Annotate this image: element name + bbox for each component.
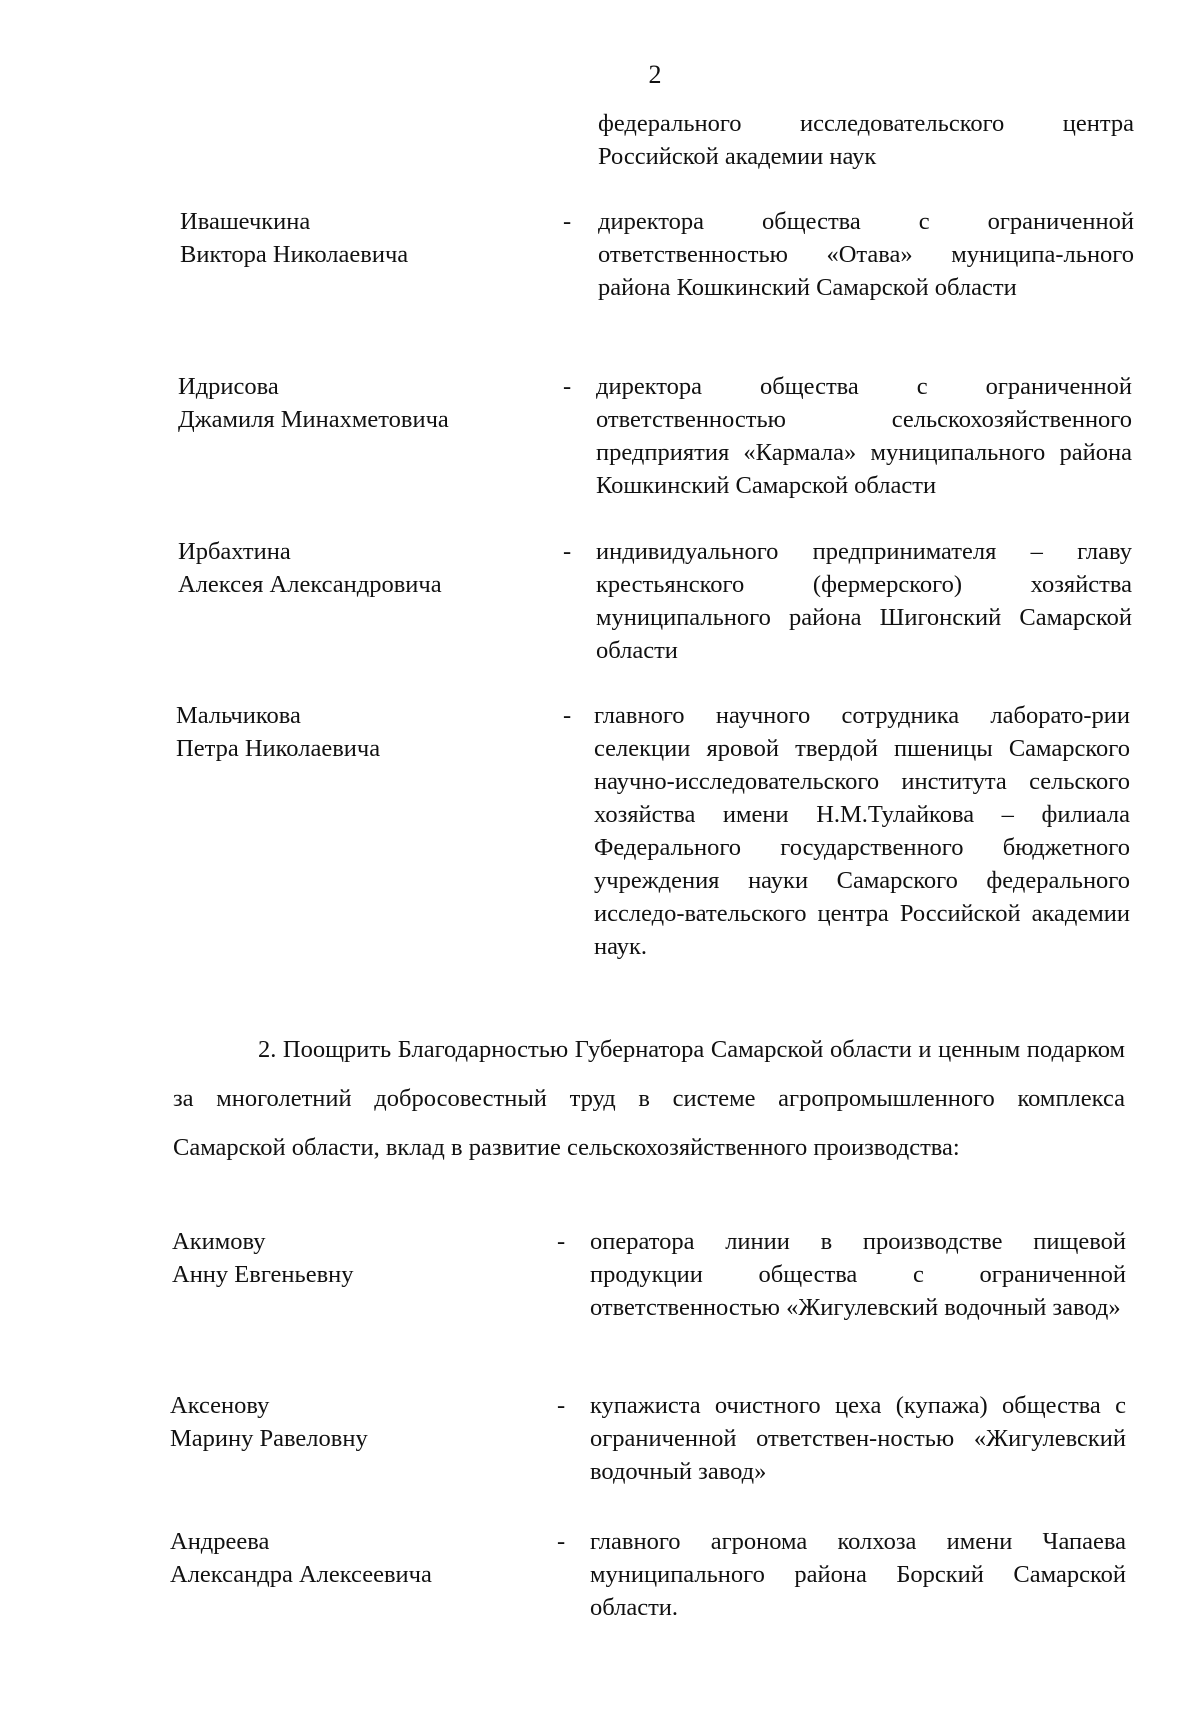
section-2-paragraph: 2. Поощрить Благодарностью Губернатора Самарской области и ценным подарком за многолетний добросовестный труд в системе агропромышленного комплекса Самарской области, вклад в развитие сельскохозяйственного производства:	[173, 1036, 1125, 1161]
entry-dash: -	[563, 208, 572, 235]
recipient-position: главного научного сотрудника лаборато-рии селекции яровой твердой пшеницы Самарского научно-исследовательского института сельского хозяйства имени Н.М.Тулайкова – филиала Федерального государственного бюджетного учреждения науки Самарского федерального исследо-вательского центра Российской академии наук.	[594, 702, 1130, 960]
continuation-text: федерального исследовательского центра Российской академии наук	[598, 110, 1134, 170]
recipient-position: оператора линии в производстве пищевой продукции общества с ограниченной ответственностью «Жигулевский водочный завод»	[590, 1228, 1126, 1321]
recipient-position: директора общества с ограниченной ответственностью сельскохозяйственного предприятия «Кармала» муниципального района Кошкинский Самарской области	[596, 373, 1132, 499]
entry-dash: -	[563, 373, 572, 400]
recipient-position: главного агронома колхоза имени Чапаева муниципального района Борский Самарской области.	[590, 1528, 1126, 1621]
recipient-name: Идрисова Джамиля Минахметовича	[178, 373, 449, 433]
recipient-position: купажиста очистного цеха (купажа) общества с ограниченной ответствен-ностью «Жигулевский водочный завод»	[590, 1392, 1126, 1485]
recipient-position: индивидуального предпринимателя – главу крестьянского (фермерского) хозяйства муниципального района Шигонский Самарской области	[596, 538, 1132, 664]
entry-dash: -	[557, 1392, 566, 1419]
recipient-name: Акимову Анну Евгеньевну	[172, 1228, 354, 1288]
entry-dash: -	[557, 1528, 566, 1555]
recipient-name: Андреева Александра Алексеевича	[170, 1528, 432, 1588]
recipient-name: Мальчикова Петра Николаевича	[176, 702, 381, 762]
page-number: 2	[648, 60, 662, 89]
recipient-name: Ивашечкина Виктора Николаевича	[180, 208, 409, 268]
entry-dash: -	[557, 1228, 566, 1255]
recipient-name: Аксенову Марину Равеловну	[170, 1392, 368, 1452]
entry-dash: -	[563, 538, 572, 565]
recipient-name: Ирбахтина Алексея Александровича	[178, 538, 442, 598]
entry-dash: -	[563, 702, 572, 729]
recipient-position: директора общества с ограниченной ответственностью «Отава» муниципа-льного района Кошкинский Самарской области	[598, 208, 1134, 301]
